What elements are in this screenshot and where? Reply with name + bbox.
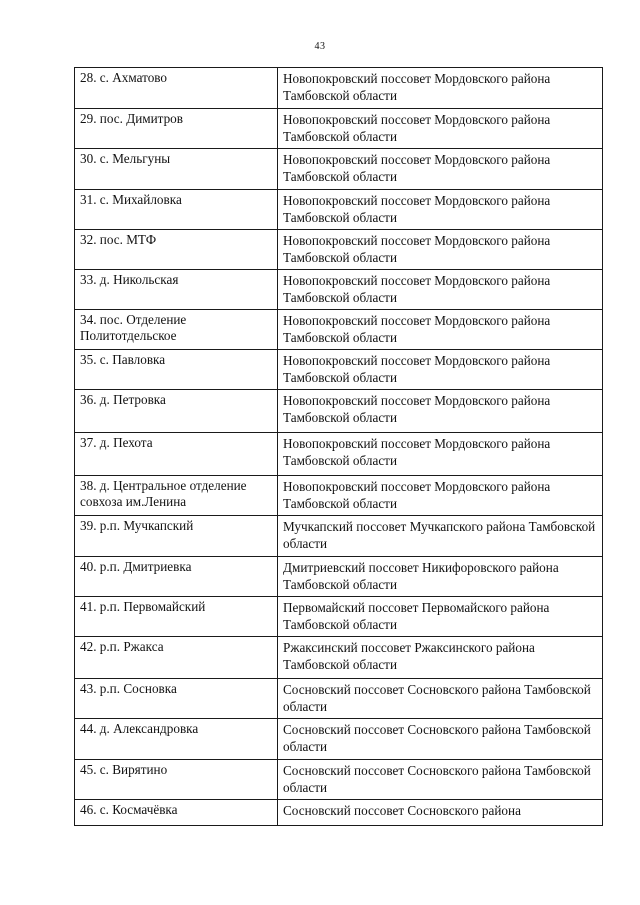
- place-cell: 31. с. Михайловка: [75, 190, 278, 229]
- council-cell: Сосновский поссовет Сосновского района Тамбовской области: [283, 763, 591, 795]
- council-cell: Дмитриевский поссовет Никифоровского района Тамбовской области: [283, 560, 559, 592]
- table-row: [75, 230, 602, 270]
- place-cell: 43. р.п. Сосновка: [75, 679, 278, 718]
- place-cell: 35. с. Павловка: [75, 350, 278, 389]
- table-row: [75, 433, 602, 476]
- table-row: [75, 149, 602, 190]
- place-cell: 37. д. Пехота: [75, 433, 278, 475]
- table-row: [75, 390, 602, 433]
- council-cell: Мучкапский поссовет Мучкапского района Тамбовской области: [283, 519, 596, 551]
- table-row: [75, 719, 602, 760]
- council-cell: Новопокровский поссовет Мордовского района Тамбовской области: [283, 353, 551, 385]
- table-row: [75, 516, 602, 557]
- council-cell: Новопокровский поссовет Мордовского района Тамбовской области: [283, 313, 551, 345]
- table-row: [75, 270, 602, 310]
- council-cell: Сосновский поссовет Сосновского района Тамбовской области: [283, 722, 591, 754]
- council-cell: Новопокровский поссовет Мордовского района Тамбовской области: [283, 273, 551, 305]
- council-cell: Новопокровский поссовет Мордовского района Тамбовской области: [283, 479, 551, 511]
- table-row: [75, 68, 602, 109]
- place-cell: 38. д. Центральное отделение совхоза им.Ленина: [75, 476, 278, 515]
- table-row: [75, 557, 602, 597]
- place-cell: 33. д. Никольская: [75, 270, 278, 309]
- council-cell: Первомайский поссовет Первомайского района Тамбовской области: [283, 600, 550, 632]
- council-cell: Новопокровский поссовет Мордовского района Тамбовской области: [283, 71, 551, 103]
- table-row: [75, 310, 602, 350]
- place-cell: 40. р.п. Дмитриевка: [75, 557, 278, 596]
- council-cell: Новопокровский поссовет Мордовского района Тамбовской области: [283, 436, 551, 468]
- table-row: [75, 760, 602, 800]
- place-cell: 46. с. Космачёвка: [75, 800, 278, 825]
- place-cell: 32. пос. МТФ: [75, 230, 278, 269]
- table-row: [75, 597, 602, 637]
- council-cell: Новопокровский поссовет Мордовского района Тамбовской области: [283, 393, 551, 425]
- council-cell: Новопокровский поссовет Мордовского района Тамбовской области: [283, 233, 551, 265]
- table-row: [75, 476, 602, 516]
- place-cell: 42. р.п. Ржакса: [75, 637, 278, 678]
- council-cell: Новопокровский поссовет Мордовского района Тамбовской области: [283, 193, 551, 225]
- settlements-table: [74, 67, 603, 826]
- place-cell: 29. пос. Димитров: [75, 109, 278, 148]
- place-cell: 30. с. Мельгуны: [75, 149, 278, 189]
- council-cell: Сосновский поссовет Сосновского района: [283, 803, 521, 818]
- table-row: [75, 109, 602, 149]
- council-cell: Новопокровский поссовет Мордовского района Тамбовской области: [283, 152, 551, 184]
- place-cell: 39. р.п. Мучкапский: [75, 516, 278, 556]
- table-row: [75, 350, 602, 390]
- page-number: 43: [314, 41, 326, 52]
- council-cell: Ржаксинский поссовет Ржаксинского района Тамбовской области: [283, 640, 535, 672]
- table-row: [75, 800, 602, 826]
- place-cell: 34. пос. Отделение Политотдельское: [75, 310, 278, 349]
- council-cell: Сосновский поссовет Сосновского района Тамбовской области: [283, 682, 591, 714]
- place-cell: 44. д. Александровка: [75, 719, 278, 759]
- place-cell: 41. р.п. Первомайский: [75, 597, 278, 636]
- council-cell: Новопокровский поссовет Мордовского района Тамбовской области: [283, 112, 551, 144]
- table-row: [75, 190, 602, 230]
- place-cell: 36. д. Петровка: [75, 390, 278, 432]
- place-cell: 28. с. Ахматово: [75, 68, 278, 108]
- place-cell: 45. с. Вирятино: [75, 760, 278, 799]
- table-row: [75, 679, 602, 719]
- table-row: [75, 637, 602, 679]
